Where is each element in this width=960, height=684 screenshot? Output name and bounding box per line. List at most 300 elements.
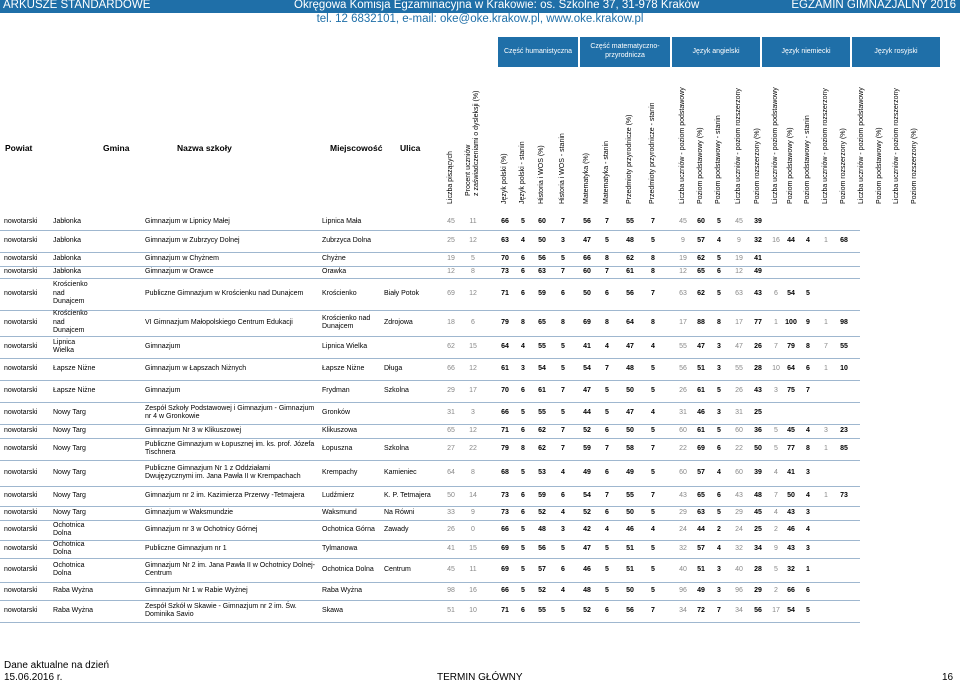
cell-value: 3 bbox=[521, 364, 525, 372]
cell-value: 5 bbox=[605, 544, 609, 552]
cell-value: 56 bbox=[583, 217, 591, 225]
cell-value: 4 bbox=[774, 468, 778, 476]
cell-value: 69 bbox=[583, 318, 591, 326]
cell-value: 33 bbox=[447, 508, 455, 516]
cell-value: 39 bbox=[754, 217, 762, 225]
cell-value: 6 bbox=[521, 254, 525, 262]
cell-value: 55 bbox=[626, 491, 634, 499]
cell-value: 47 bbox=[583, 236, 591, 244]
vheader-2 bbox=[498, 84, 512, 212]
cell-miejscowosc: Lipnica Wielka bbox=[322, 342, 368, 350]
cell-value: 85 bbox=[840, 444, 848, 452]
cell-value: 57 bbox=[697, 544, 705, 552]
cell-value: 57 bbox=[697, 236, 705, 244]
cell-value: 10 bbox=[469, 606, 477, 614]
cell-miejscowosc: Krościenko bbox=[322, 289, 357, 297]
vheader-16 bbox=[784, 84, 798, 212]
cell-value: 52 bbox=[538, 508, 546, 516]
cell-value: 4 bbox=[561, 468, 565, 476]
vheader-label: Liczba uczniów - poziom rozszerzony bbox=[892, 88, 900, 204]
cell-szkola: Gimnazjum Nr 2 im. Jana Pawła II w Ochotnicy Dolnej-Centrum bbox=[145, 561, 315, 577]
cell-value: 31 bbox=[447, 408, 455, 416]
cell-miejscowosc: Łopuszna bbox=[322, 444, 353, 452]
cell-szkola: Publiczne Gimnazjum Nr 1 z Oddziałami Dwujęzycznymi im. Jana Pawła II w Krempachach bbox=[145, 464, 301, 480]
cell-value: 64 bbox=[447, 468, 455, 476]
cell-value: 6 bbox=[717, 491, 721, 499]
cell-value: 56 bbox=[679, 364, 687, 372]
cell-value: 32 bbox=[754, 236, 762, 244]
cell-ulica bbox=[384, 230, 444, 252]
vheader-label: Poziom rozszerzony (%) bbox=[839, 128, 847, 204]
vheader-8 bbox=[623, 84, 637, 212]
table-row bbox=[0, 310, 860, 336]
cell-value: 17 bbox=[469, 386, 477, 394]
cell-value: 5 bbox=[521, 408, 525, 416]
vheader-label: Liczba uczniów - poziom podstawowy bbox=[771, 87, 779, 204]
cell-value: 6 bbox=[521, 426, 525, 434]
cell-value: 14 bbox=[469, 491, 477, 499]
cell-ulica bbox=[384, 252, 444, 266]
cell-value: 64 bbox=[626, 318, 634, 326]
vheader-3 bbox=[516, 84, 530, 212]
cell-value: 50 bbox=[447, 491, 455, 499]
cell-gmina: Ochotnica Dolna bbox=[53, 540, 85, 556]
cell-value: 55 bbox=[679, 342, 687, 350]
vheader-22 bbox=[890, 84, 904, 212]
cell-szkola: Gimnazjum nr 3 w Ochotnicy Górnej bbox=[145, 525, 258, 533]
cell-value: 45 bbox=[735, 217, 743, 225]
cell-value: 26 bbox=[735, 386, 743, 394]
cell-value: 62 bbox=[538, 444, 546, 452]
table-row bbox=[0, 460, 860, 486]
cell-gmina: Łapsze Niżne bbox=[53, 386, 96, 394]
table-row bbox=[0, 582, 860, 600]
cell-gmina: Nowy Targ bbox=[53, 468, 86, 476]
cell-value: 54 bbox=[787, 289, 795, 297]
cell-value: 65 bbox=[538, 318, 546, 326]
cell-value: 45 bbox=[447, 565, 455, 573]
cell-value: 5 bbox=[651, 544, 655, 552]
cell-gmina: Łapsze Niżne bbox=[53, 364, 96, 372]
cell-value: 6 bbox=[605, 289, 609, 297]
category-1: Część matematyczno-przyrodnicza bbox=[580, 37, 670, 67]
cell-powiat: nowotarski bbox=[4, 544, 38, 552]
cell-powiat: nowotarski bbox=[4, 525, 38, 533]
cell-value: 5 bbox=[806, 606, 810, 614]
table-row bbox=[0, 278, 860, 310]
cell-value: 61 bbox=[697, 386, 705, 394]
cell-value: 25 bbox=[754, 408, 762, 416]
cell-value: 88 bbox=[697, 318, 705, 326]
cell-value: 52 bbox=[583, 426, 591, 434]
table-row bbox=[0, 558, 860, 582]
cell-value: 66 bbox=[501, 408, 509, 416]
footer-date-label: Dane aktualne na dzień bbox=[4, 660, 110, 671]
cell-gmina: Jabłonka bbox=[53, 254, 82, 262]
cell-value: 47 bbox=[583, 386, 591, 394]
cell-powiat: nowotarski bbox=[4, 408, 38, 416]
cell-value: 7 bbox=[651, 444, 655, 452]
cell-value: 28 bbox=[754, 364, 762, 372]
cell-ulica: Biały Potok bbox=[384, 289, 420, 297]
vheader-20 bbox=[855, 84, 869, 212]
cell-value: 46 bbox=[787, 525, 795, 533]
cell-value: 12 bbox=[679, 267, 687, 275]
cell-ulica: Szkolna bbox=[384, 444, 409, 452]
cell-value: 3 bbox=[806, 544, 810, 552]
cell-value: 62 bbox=[447, 342, 455, 350]
cell-value: 47 bbox=[626, 342, 634, 350]
cell-powiat: nowotarski bbox=[4, 426, 38, 434]
cell-value: 2 bbox=[717, 525, 721, 533]
cell-value: 4 bbox=[521, 236, 525, 244]
cell-gmina: Raba Wyżna bbox=[53, 586, 94, 594]
cell-ulica: K. P. Tetmajera bbox=[384, 491, 431, 499]
cell-gmina: Nowy Targ bbox=[53, 426, 86, 434]
cell-value: 1 bbox=[824, 491, 828, 499]
cell-ulica bbox=[384, 336, 444, 358]
vheader-label: Przedmioty przyrodnicze (%) bbox=[625, 114, 633, 204]
cell-value: 43 bbox=[679, 491, 687, 499]
cell-ulica bbox=[384, 402, 444, 424]
banner-center: Okręgowa Komisja Egzaminacyjna w Krakowie: os. Szkolne 37, 31-978 Kraków bbox=[294, 0, 700, 11]
cell-powiat: nowotarski bbox=[4, 254, 38, 262]
cell-value: 66 bbox=[787, 586, 795, 594]
cell-gmina: Lipnica Wielka bbox=[53, 338, 76, 354]
cell-miejscowosc: Ochotnica Dolna bbox=[322, 565, 374, 573]
vheader-13 bbox=[732, 84, 746, 212]
cell-value: 41 bbox=[447, 544, 455, 552]
cell-szkola: Publiczne Gimnazjum nr 1 bbox=[145, 544, 227, 552]
vheader-label: Poziom podstawowy - stanin bbox=[714, 115, 722, 204]
cell-value: 5 bbox=[717, 426, 721, 434]
cell-value: 17 bbox=[679, 318, 687, 326]
cell-value: 32 bbox=[787, 565, 795, 573]
cell-value: 5 bbox=[651, 565, 655, 573]
cell-value: 6 bbox=[521, 267, 525, 275]
cell-value: 59 bbox=[538, 491, 546, 499]
cell-value: 7 bbox=[605, 444, 609, 452]
cell-value: 22 bbox=[735, 444, 743, 452]
cell-value: 8 bbox=[561, 318, 565, 326]
cell-value: 8 bbox=[651, 254, 655, 262]
cell-value: 72 bbox=[697, 606, 705, 614]
cell-value: 5 bbox=[521, 525, 525, 533]
cell-value: 3 bbox=[824, 426, 828, 434]
cell-value: 9 bbox=[774, 544, 778, 552]
cell-miejscowosc: Łapsze Niżne bbox=[322, 364, 365, 372]
cell-miejscowosc: Orawka bbox=[322, 267, 347, 275]
cell-value: 10 bbox=[840, 364, 848, 372]
vheader-label: Poziom rozszerzony (%) bbox=[910, 128, 918, 204]
cell-value: 73 bbox=[501, 491, 509, 499]
table-row bbox=[0, 336, 860, 358]
cell-ulica bbox=[384, 424, 444, 438]
cell-value: 12 bbox=[469, 289, 477, 297]
cell-powiat: nowotarski bbox=[4, 586, 38, 594]
cell-value: 73 bbox=[840, 491, 848, 499]
cell-ulica: Szkolna bbox=[384, 386, 409, 394]
cell-value: 4 bbox=[774, 508, 778, 516]
cell-value: 63 bbox=[679, 289, 687, 297]
cell-value: 46 bbox=[583, 565, 591, 573]
cell-value: 5 bbox=[717, 386, 721, 394]
cell-value: 4 bbox=[561, 508, 565, 516]
cell-value: 56 bbox=[626, 289, 634, 297]
cell-value: 12 bbox=[469, 426, 477, 434]
cell-szkola: Gimnazjum bbox=[145, 342, 181, 350]
vheader-23 bbox=[908, 84, 922, 212]
cell-value: 62 bbox=[697, 289, 705, 297]
cell-value: 5 bbox=[651, 386, 655, 394]
footer-page: 16 bbox=[942, 672, 954, 683]
cell-value: 61 bbox=[697, 426, 705, 434]
table-row bbox=[0, 520, 860, 540]
vheader-label: Poziom podstawowy - stanin bbox=[803, 115, 811, 204]
cell-value: 6 bbox=[521, 508, 525, 516]
cell-powiat: nowotarski bbox=[4, 289, 38, 297]
cell-value: 9 bbox=[806, 318, 810, 326]
cell-value: 60 bbox=[679, 468, 687, 476]
cell-value: 41 bbox=[754, 254, 762, 262]
cell-gmina: Krościenko nad Dunajcem bbox=[53, 281, 88, 306]
cell-value: 7 bbox=[561, 267, 565, 275]
cell-value: 4 bbox=[717, 468, 721, 476]
cell-value: 45 bbox=[447, 217, 455, 225]
cell-value: 60 bbox=[679, 426, 687, 434]
cell-value: 3 bbox=[717, 565, 721, 573]
cell-value: 53 bbox=[538, 468, 546, 476]
cell-value: 62 bbox=[697, 254, 705, 262]
category-2: Język angielski bbox=[672, 37, 760, 67]
cell-value: 5 bbox=[605, 586, 609, 594]
table-row bbox=[0, 506, 860, 520]
cell-value: 6 bbox=[806, 586, 810, 594]
cell-value: 5 bbox=[521, 586, 525, 594]
cell-powiat: nowotarski bbox=[4, 342, 38, 350]
cell-value: 1 bbox=[774, 318, 778, 326]
cell-value: 8 bbox=[651, 318, 655, 326]
cell-value: 4 bbox=[717, 544, 721, 552]
cell-value: 48 bbox=[754, 491, 762, 499]
cell-value: 60 bbox=[735, 426, 743, 434]
cell-value: 66 bbox=[447, 364, 455, 372]
cell-value: 79 bbox=[787, 342, 795, 350]
cell-value: 47 bbox=[697, 342, 705, 350]
cell-value: 3 bbox=[561, 236, 565, 244]
vheader-0 bbox=[444, 84, 458, 212]
cell-value: 1 bbox=[824, 236, 828, 244]
vheader-label: Poziom podstawowy (%) bbox=[875, 127, 883, 204]
cell-miejscowosc: Lipnica Mała bbox=[322, 217, 362, 225]
cell-value: 50 bbox=[538, 236, 546, 244]
cell-value: 6 bbox=[806, 364, 810, 372]
cell-value: 5 bbox=[774, 565, 778, 573]
cell-value: 4 bbox=[717, 236, 721, 244]
cell-value: 50 bbox=[583, 289, 591, 297]
cell-value: 54 bbox=[583, 491, 591, 499]
vheader-label: Historia i WOS (%) bbox=[537, 145, 545, 204]
cell-value: 63 bbox=[697, 508, 705, 516]
cell-value: 19 bbox=[735, 254, 743, 262]
cell-szkola: Gimnazjum Nr 3 w Klikuszowej bbox=[145, 426, 242, 434]
cell-value: 69 bbox=[501, 544, 509, 552]
cell-value: 51 bbox=[447, 606, 455, 614]
cell-value: 43 bbox=[754, 289, 762, 297]
cell-value: 5 bbox=[806, 289, 810, 297]
cell-value: 4 bbox=[651, 408, 655, 416]
cell-value: 41 bbox=[583, 342, 591, 350]
cell-miejscowosc: Klikuszowa bbox=[322, 426, 358, 434]
cell-value: 12 bbox=[469, 236, 477, 244]
cell-value: 5 bbox=[561, 342, 565, 350]
cell-gmina: Nowy Targ bbox=[53, 508, 86, 516]
cell-value: 15 bbox=[469, 544, 477, 552]
cell-value: 63 bbox=[538, 267, 546, 275]
cell-value: 47 bbox=[583, 544, 591, 552]
cell-value: 7 bbox=[651, 491, 655, 499]
cell-value: 4 bbox=[806, 426, 810, 434]
cell-szkola: Publiczne Gimnazjum w Krościenku nad Dunajcem bbox=[145, 289, 304, 297]
cell-miejscowosc: Tylmanowa bbox=[322, 544, 358, 552]
cell-value: 7 bbox=[774, 491, 778, 499]
cell-value: 17 bbox=[772, 606, 780, 614]
cell-value: 4 bbox=[806, 525, 810, 533]
contact-line: tel. 12 6832101, e-mail: oke@oke.krakow.pl, www.oke.krakow.pl bbox=[316, 13, 644, 25]
cell-value: 5 bbox=[561, 364, 565, 372]
cell-szkola: Gimnazjum w Waksmundzie bbox=[145, 508, 234, 516]
cell-value: 40 bbox=[735, 565, 743, 573]
banner-left: ARKUSZE STANDARDOWE bbox=[3, 0, 151, 11]
cell-value: 98 bbox=[840, 318, 848, 326]
cell-value: 6 bbox=[605, 468, 609, 476]
cell-value: 49 bbox=[697, 586, 705, 594]
cell-value: 6 bbox=[521, 289, 525, 297]
cell-value: 8 bbox=[605, 318, 609, 326]
cell-value: 66 bbox=[583, 254, 591, 262]
cell-value: 69 bbox=[697, 444, 705, 452]
cell-value: 62 bbox=[538, 426, 546, 434]
cell-gmina: Nowy Targ bbox=[53, 491, 86, 499]
cell-value: 15 bbox=[469, 342, 477, 350]
cell-value: 2 bbox=[774, 525, 778, 533]
cell-value: 54 bbox=[583, 364, 591, 372]
cell-value: 51 bbox=[697, 364, 705, 372]
cell-gmina: Nowy Targ bbox=[53, 444, 86, 452]
cell-szkola: Zespół Szkoły Podstawowej i Gimnazjum - Gimnazjum nr 4 w Gronkowie bbox=[145, 404, 315, 420]
cell-value: 5 bbox=[521, 544, 525, 552]
cell-value: 7 bbox=[561, 386, 565, 394]
cell-value: 45 bbox=[679, 217, 687, 225]
cell-value: 56 bbox=[538, 254, 546, 262]
cell-value: 60 bbox=[697, 217, 705, 225]
cell-value: 60 bbox=[583, 267, 591, 275]
cell-value: 55 bbox=[538, 606, 546, 614]
cell-value: 50 bbox=[626, 586, 634, 594]
cell-value: 39 bbox=[754, 468, 762, 476]
cell-value: 40 bbox=[679, 565, 687, 573]
cell-value: 7 bbox=[561, 444, 565, 452]
cell-value: 41 bbox=[787, 468, 795, 476]
cell-ulica: Długa bbox=[384, 364, 403, 372]
cell-value: 79 bbox=[501, 318, 509, 326]
cell-value: 7 bbox=[605, 217, 609, 225]
cell-value: 57 bbox=[538, 565, 546, 573]
cell-value: 63 bbox=[501, 236, 509, 244]
cell-value: 6 bbox=[561, 565, 565, 573]
cell-value: 52 bbox=[538, 586, 546, 594]
cell-value: 54 bbox=[787, 606, 795, 614]
cell-powiat: nowotarski bbox=[4, 565, 38, 573]
vheader-label: Poziom rozszerzony (%) bbox=[753, 128, 761, 204]
cell-value: 96 bbox=[679, 586, 687, 594]
cell-powiat: nowotarski bbox=[4, 267, 38, 275]
cell-miejscowosc: Waksmund bbox=[322, 508, 357, 516]
cell-powiat: nowotarski bbox=[4, 236, 38, 244]
cell-gmina: Raba Wyżna bbox=[53, 606, 94, 614]
cell-value: 56 bbox=[754, 606, 762, 614]
cell-value: 7 bbox=[824, 342, 828, 350]
table-row bbox=[0, 214, 860, 230]
cell-value: 6 bbox=[605, 606, 609, 614]
cell-value: 5 bbox=[605, 408, 609, 416]
cell-miejscowosc: Zubrzyca Dolna bbox=[322, 236, 372, 244]
cell-szkola: Gimnazjum w Lipnicy Małej bbox=[145, 217, 230, 225]
vheader-17 bbox=[801, 84, 815, 212]
cell-value: 6 bbox=[605, 508, 609, 516]
cell-value: 5 bbox=[651, 426, 655, 434]
cell-value: 23 bbox=[840, 426, 848, 434]
cell-value: 52 bbox=[583, 508, 591, 516]
cell-value: 49 bbox=[626, 468, 634, 476]
vheader-18 bbox=[819, 84, 833, 212]
cell-value: 70 bbox=[501, 386, 509, 394]
cell-value: 27 bbox=[447, 444, 455, 452]
cell-miejscowosc: Krościenko nad Dunajcem bbox=[322, 314, 371, 330]
cell-value: 55 bbox=[626, 217, 634, 225]
cell-value: 25 bbox=[447, 236, 455, 244]
vheader-label: Procent uczniów z zaświadczeniami o dysleksji (%) bbox=[464, 90, 480, 196]
cell-value: 7 bbox=[605, 491, 609, 499]
cell-value: 46 bbox=[697, 408, 705, 416]
cell-value: 69 bbox=[501, 565, 509, 573]
cell-value: 26 bbox=[754, 342, 762, 350]
cell-value: 68 bbox=[501, 468, 509, 476]
cell-value: 49 bbox=[583, 468, 591, 476]
col-gmina: Gmina bbox=[103, 143, 130, 153]
cell-value: 64 bbox=[787, 364, 795, 372]
cell-ulica: Na Równi bbox=[384, 508, 415, 516]
cell-value: 26 bbox=[447, 525, 455, 533]
vheader-1 bbox=[466, 84, 480, 212]
cell-value: 1 bbox=[824, 318, 828, 326]
cell-value: 0 bbox=[471, 525, 475, 533]
cell-value: 11 bbox=[469, 565, 477, 573]
table-row bbox=[0, 402, 860, 424]
cell-value: 17 bbox=[735, 318, 743, 326]
cell-value: 5 bbox=[717, 508, 721, 516]
col-ulica: Ulica bbox=[400, 143, 421, 153]
cell-value: 56 bbox=[538, 544, 546, 552]
cell-value: 62 bbox=[626, 254, 634, 262]
cell-value: 3 bbox=[471, 408, 475, 416]
cell-value: 3 bbox=[717, 586, 721, 594]
cell-value: 5 bbox=[651, 468, 655, 476]
cell-value: 6 bbox=[521, 606, 525, 614]
vheader-19 bbox=[837, 84, 851, 212]
table-row bbox=[0, 600, 860, 622]
cell-value: 43 bbox=[735, 491, 743, 499]
